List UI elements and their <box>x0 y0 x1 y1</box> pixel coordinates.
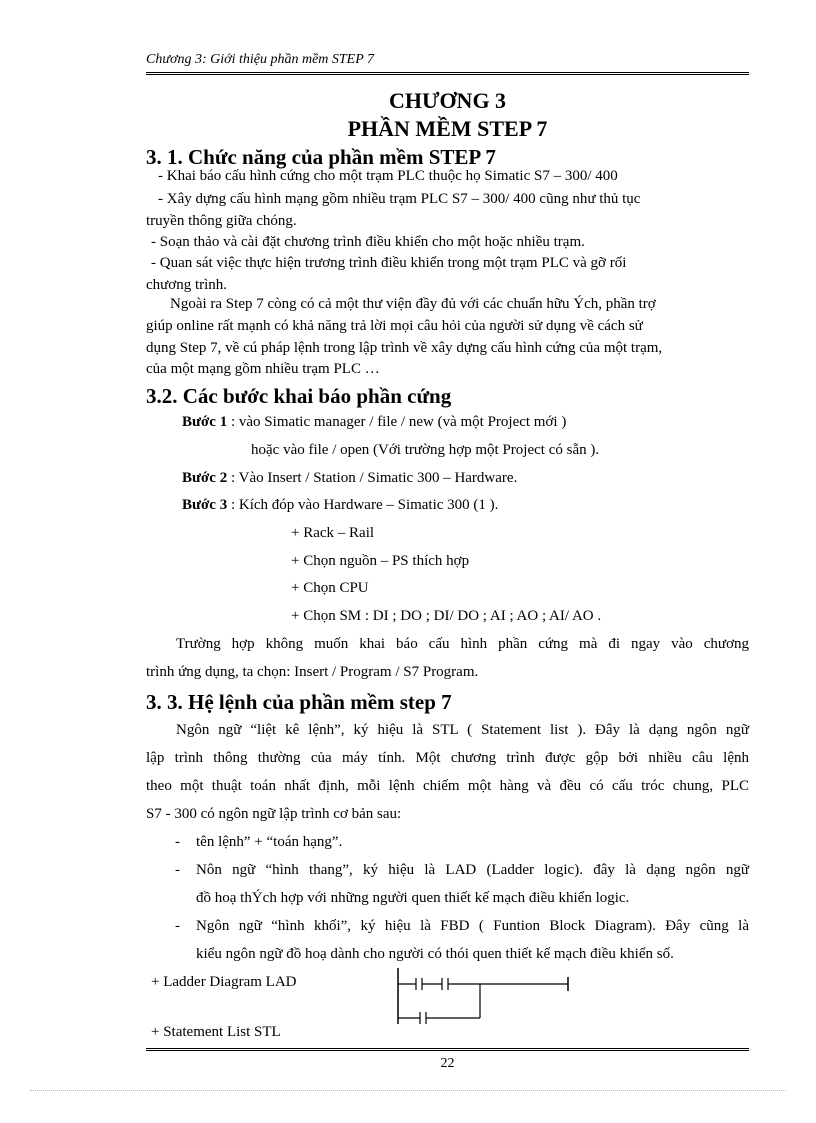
section2-heading: 3.2. Các bước khai báo phần cứng <box>146 384 452 408</box>
section3-heading: 3. 3. Hệ lệnh của phần mềm step 7 <box>146 690 452 714</box>
section1-line: - Quan sát việc thực hiện trương trình điều khiển trong một trạm PLC và gỡ rối <box>151 255 627 271</box>
section1-line: - Xây dựng cấu hình mạng gồm nhiều trạm PLC S7 – 300/ 400 cũng như thủ tục <box>158 191 641 207</box>
step-3-sub: + Chọn SM : DI ; DO ; DI/ DO ; AI ; AO ; AI/ AO . <box>291 608 602 624</box>
step-3-text: : Kích đóp vào Hardware – Simatic 300 (1 ). <box>227 497 499 513</box>
chapter-number: CHƯƠNG 3 <box>388 88 507 113</box>
step-3-sub: + Rack – Rail <box>291 525 375 541</box>
bullet-text: tên lệnh” + “toán hạng”. <box>196 834 343 850</box>
bullet-text: Nôn ngữ “hình thang”, ký hiệu là LAD (Ladder logic). đây là dạng ngôn ngữ <box>196 862 749 878</box>
bullet-text: kiểu ngôn ngữ đồ hoạ dành cho người có thói quen thiết kế mạch điều khiển số. <box>196 946 674 962</box>
bullet-dash: - <box>175 918 180 934</box>
list-stl: + Statement List STL <box>151 1024 281 1040</box>
section1-line: - Soạn thảo và cài đặt chương trình điều khiển cho một hoặc nhiều trạm. <box>151 234 585 250</box>
step-2 <box>182 470 517 487</box>
bullet-text: đồ hoạ thÝch hợp với những người quen thiết kế mạch điều khiển logic. <box>196 890 630 906</box>
page-number: 22 <box>440 1056 455 1071</box>
section1-line: - Khai báo cấu hình cứng cho một trạm PLC thuộc họ Simatic S7 – 300/ 400 <box>158 168 618 184</box>
footer-rule <box>146 1048 749 1051</box>
step-3-sub: + Chọn nguồn – PS thích hợp <box>291 553 470 569</box>
header-rule <box>146 72 749 75</box>
step-3-sub: + Chọn CPU <box>291 580 369 596</box>
section2-para: Trường hợp không muốn khai báo cấu hình phần cứng mà đi ngay vào chương <box>176 636 749 652</box>
bullet-text: Ngôn ngữ “hình khối”, ký hiệu là FBD ( Funtion Block Diagram). Đây cũng là <box>196 918 749 934</box>
step-3-label: Bước 3 <box>182 497 228 513</box>
ladder-diagram <box>390 966 580 1036</box>
step-2-text: : Vào Insert / Station / Simatic 300 – Hardware. <box>227 470 518 486</box>
section3-para: lập trình thông thường của máy tính. Một chương trình được gộp bởi nhiều câu lệnh <box>146 750 749 766</box>
section3-para: S7 - 300 có ngôn ngữ lập trình cơ bản sau: <box>146 806 402 822</box>
section3-para: theo một thuật toán nhất định, mỗi lệnh chiếm một hàng và đều có cấu tróc chung, PLC <box>146 778 749 794</box>
page-edge <box>30 1090 786 1091</box>
bullet-dash: - <box>175 834 180 850</box>
step-1-alt: hoặc vào file / open (Với trường hợp một Project có sẵn ). <box>251 442 600 458</box>
section2-para: trình ứng dụng, ta chọn: Insert / Program / S7 Program. <box>146 664 479 680</box>
bullet-dash: - <box>175 862 180 878</box>
step-1-text: : vào Simatic manager / file / new (và một Project mới ) <box>227 414 567 430</box>
section1-line: Ngoài ra Step 7 còng có cả một thư viện đầy đủ với các chuẩn hữu Ých, phần trợ <box>170 296 656 312</box>
section1-heading: 3. 1. Chức năng của phần mềm STEP 7 <box>146 145 496 169</box>
section1-line: của một mạng gồm nhiều trạm PLC … <box>146 361 380 377</box>
section1-line: giúp online rất mạnh có khả năng trả lời mọi câu hỏi của người sử dụng về cách sử <box>146 318 643 334</box>
step-1-label: Bước 1 <box>182 414 228 430</box>
header-title: Chương 3: Giới thiệu phần mềm STEP 7 <box>146 52 375 67</box>
step-3 <box>182 497 498 514</box>
section1-line: chương trình. <box>146 277 228 293</box>
list-ladder: + Ladder Diagram LAD <box>151 974 297 990</box>
step-2-label: Bước 2 <box>182 470 228 486</box>
chapter-title: PHẦN MỀM STEP 7 <box>347 116 548 141</box>
step-1 <box>182 414 566 431</box>
section3-para: Ngôn ngữ “liệt kê lệnh”, ký hiệu là STL ( Statement list ). Đây là dạng ngôn ngữ <box>176 722 749 738</box>
section1-line: truyền thông giữa chóng. <box>146 213 297 229</box>
section1-line: dụng Step 7, về cú pháp lệnh trong lập trình về xây dựng cấu hình cứng của một trạm, <box>146 340 663 356</box>
